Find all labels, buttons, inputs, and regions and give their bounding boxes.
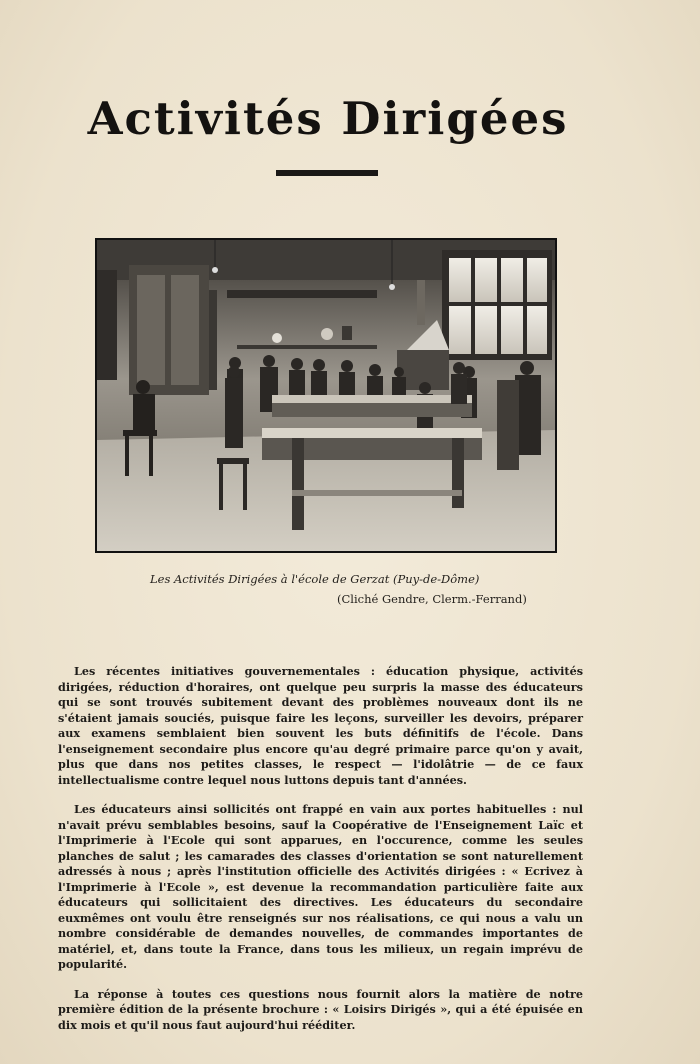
paragraph-1: Les récentes initiatives gouvernementales : éducation physique, activités dirigées, réduction d'horaires, ont quelque peu surpris la masse des éducateurs qui se sont trouvés subitement devant des problèmes nouveaux dont ils ne s'étaient jamais souciés, puisque faire les leçons, surveiller les devoirs, préparer aux examens semblaient bien souvent les buts définitifs de l'école. Dans l'enseignement secondaire plus encore qu'au degré primaire parce qu'on y avait, plus que dans nos petites classes, le respect — l'idolâtrie — de ce faux intellectualisme contre lequel nous luttons depuis tant d'années. <box>58 664 583 787</box>
workshop-photo-illustration <box>97 240 555 551</box>
workshop-photograph <box>95 238 557 553</box>
paragraph-3: La réponse à toutes ces questions nous fournit alors la matière de notre première édition de la présente brochure : « Loisirs Dirigés », qui a été épuisée en dix mois et qu'il nous faut aujourd'hui rééditer. <box>58 986 583 1032</box>
body-text <box>58 664 583 1047</box>
page-title: Activités Dirigées <box>87 92 569 145</box>
photo-caption-text: Les Activités Dirigées à l'école de Gerzat (Puy-de-Dôme) <box>150 572 480 586</box>
photo-credit: (Cliché Gendre, Clerm.-Ferrand) <box>337 592 527 606</box>
paragraph-2: Les éducateurs ainsi sollicités ont frappé en vain aux portes habituelles : nul n'avait prévu semblables besoins, sauf la Coopérative de l'Enseignement Laïc et l'Imprimerie à l'Ecole qui sont apparues, en l'occurence, comme les seules planches de salut ; les camarades des classes d'orientation se sont naturellement adressés à nous ; après l'institution officielle des Activités dirigées : « Ecrivez à l'Imprimerie à l'Ecole », est devenue la recommandation particulière faite aux éducateurs qui sollicitaient des directives. Les éducateurs du secondaire euxmêmes ont voulu être renseignés sur nos réalisations, ce qui nous a valu un nombre considérable de demandes nouvelles, de commandes importantes de matériel, et, dans toute la France, dans tous les milieux, un regain imprévu de popularité. <box>58 802 583 971</box>
title-underline-rule <box>276 170 378 176</box>
